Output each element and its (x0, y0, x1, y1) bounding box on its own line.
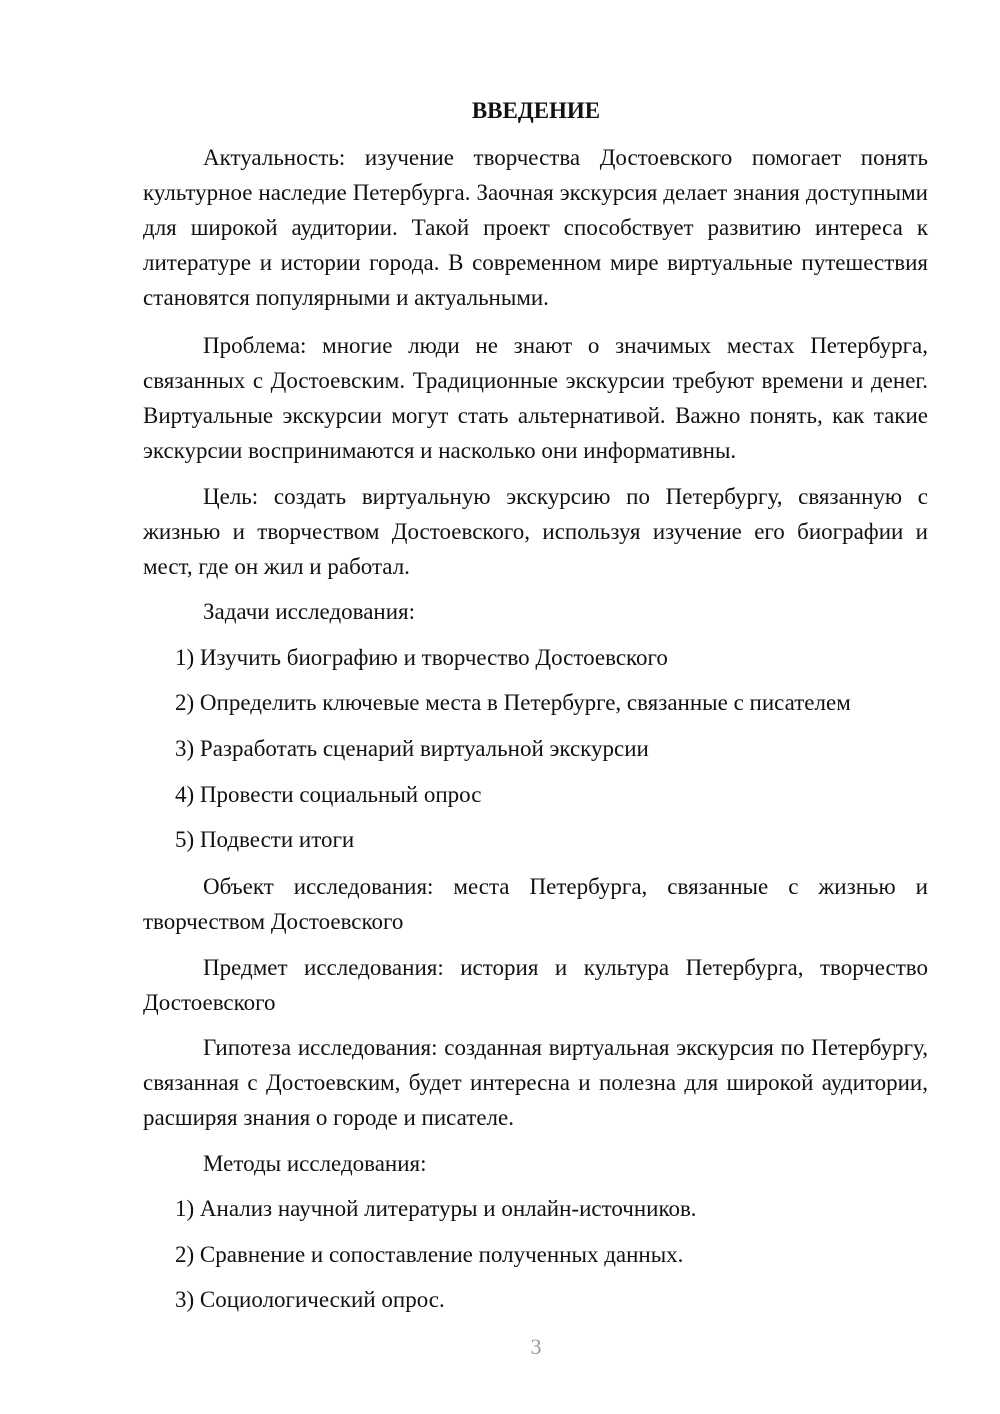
method-item: 2) Сравнение и сопоставление полученных данных. (175, 1242, 684, 1267)
task-item: 3) Разработать сценарий виртуальной экскурсии (175, 736, 649, 761)
methods-heading: Методы исследования: (203, 1151, 427, 1176)
relevance-paragraph: Актуальность: изучение творчества Достоевского помогает понять культурное наследие Петербурга. Заочная экскурсия делает знания доступными для широкой аудитории. Такой проект способствует развитию интереса к литературе и истории города. В современном мире виртуальные путешествия становятся популярными и актуальными. (143, 145, 928, 310)
subject-paragraph: Предмет исследования: история и культура Петербурга, творчество Достоевского (143, 955, 928, 1015)
page-title: ВВЕДЕНИЕ (471, 98, 601, 123)
object-paragraph: Объект исследования: места Петербурга, связанные с жизнью и творчеством Достоевского (143, 874, 928, 934)
task-item: 2) Определить ключевые места в Петербурге, связанные с писателем (175, 690, 851, 715)
task-item: 1) Изучить биографию и творчество Достоевского (175, 645, 668, 670)
method-item: 3) Социологический опрос. (175, 1287, 445, 1312)
method-item: 1) Анализ научной литературы и онлайн-источников. (175, 1196, 697, 1221)
problem-paragraph: Проблема: многие люди не знают о значимых местах Петербурга, связанных с Достоевским. Традиционные экскурсии требуют времени и денег. Виртуальные экскурсии могут стать альтернативой. Важно понять, как такие экскурсии воспринимаются и насколько они информативны. (143, 333, 928, 463)
task-item: 4) Провести социальный опрос (175, 782, 482, 807)
goal-paragraph: Цель: создать виртуальную экскурсию по Петербургу, связанную с жизнью и творчеством Достоевского, используя изучение его биографии и мест, где он жил и работал. (143, 484, 928, 579)
task-item: 5) Подвести итоги (175, 827, 355, 852)
page-number: 3 (530, 1334, 542, 1359)
tasks-heading: Задачи исследования: (203, 599, 416, 624)
hypothesis-paragraph: Гипотеза исследования: созданная виртуальная экскурсия по Петербургу, связанная с Достоевским, будет интересна и полезна для широкой аудитории, расширяя знания о городе и писателе. (143, 1035, 928, 1130)
